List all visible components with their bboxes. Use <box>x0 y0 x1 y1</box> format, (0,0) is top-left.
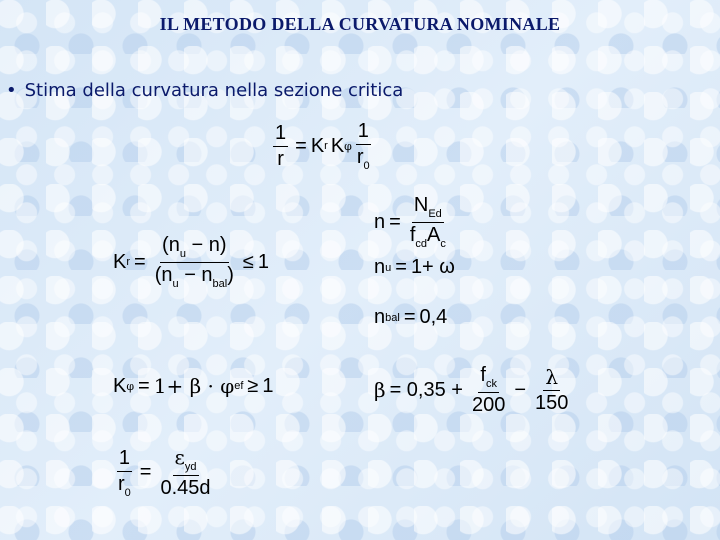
formula-kphi: K φ = 1+ β · φ ef ≥ 1 <box>113 374 274 398</box>
page-title: IL METODO DELLA CURVATURA NOMINALE <box>159 14 561 34</box>
formula-inverse-r0: $\frac{1}{r_0}$ = $\frac{\varepsilon_{yd}}{0.45d}$ <box>118 445 211 499</box>
formula-nbal: n bal = 0,4 <box>374 306 448 328</box>
bullet-text: Stima della curvatura nella sezione critica <box>24 80 404 101</box>
bullet-marker: • <box>6 80 17 101</box>
formula-beta: β = 0,35 + $\frac{f_{ck}}{200}$ − $\frac{\lambda}{150}$ <box>374 364 569 416</box>
formula-curvature: $\frac{1}{r}$ = K r K φ $\frac{1}{r_0}$ <box>275 120 370 172</box>
formula-n: n = $\frac{N_{Ed}}{f_{cd}A_c}$ <box>374 194 446 250</box>
formula-nu: n u = 1+ ω <box>374 256 455 278</box>
bullet-point <box>6 80 403 101</box>
formula-kr: K r = $\frac{(n_u - n)}{(n_u - n_{bal})}$ ≤ 1 <box>113 234 270 290</box>
